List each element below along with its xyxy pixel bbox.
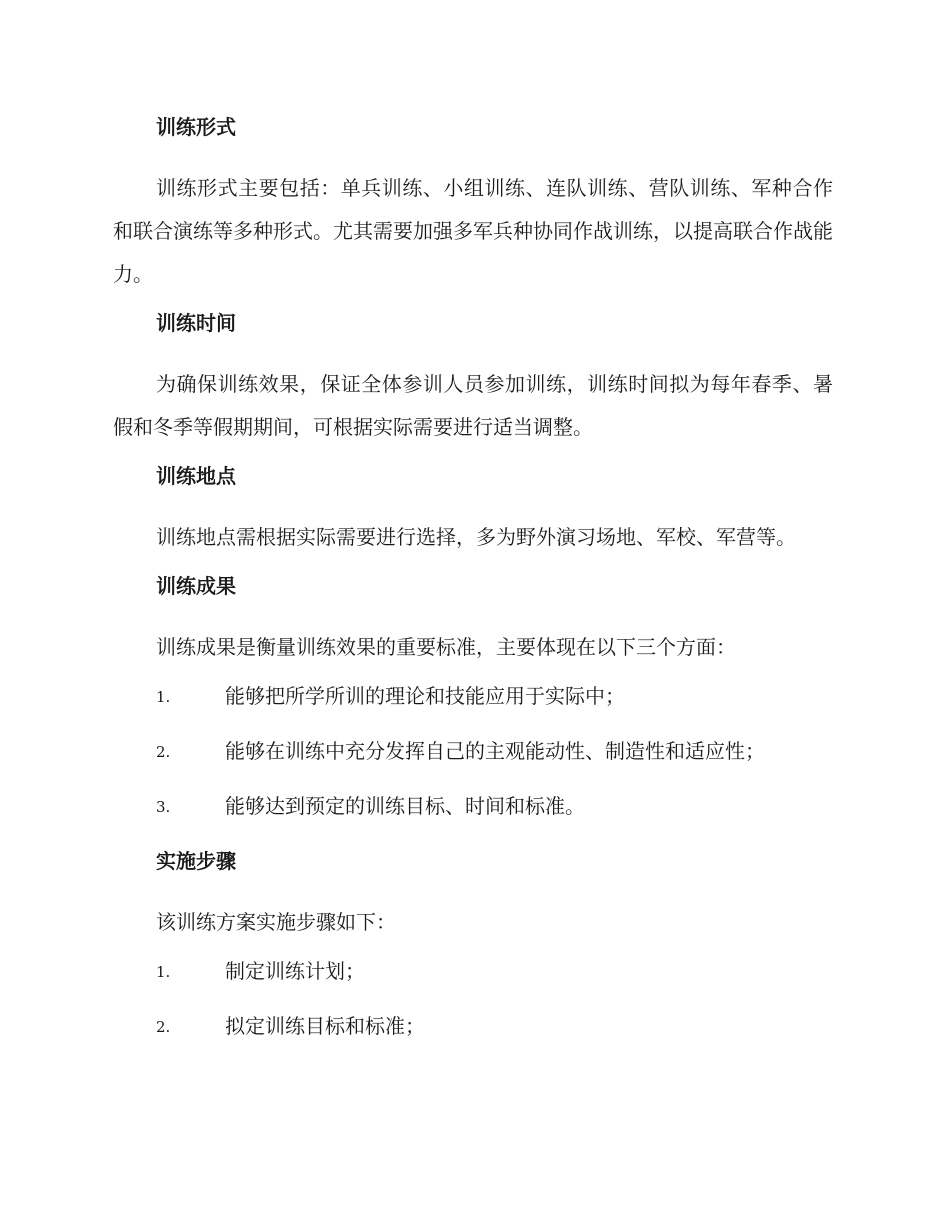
list-item bbox=[113, 1011, 833, 1041]
section-heading-training-results: 训练成果 bbox=[156, 574, 236, 598]
list-item-number: 1. bbox=[156, 963, 171, 981]
section-heading-training-form: 训练形式 bbox=[156, 115, 236, 139]
list-item bbox=[113, 681, 833, 711]
section-paragraph-training-form: 训练形式主要包括：单兵训练、小组训练、连队训练、营队训练、军种合作和联合演练等多种形式。尤其需要加强多军兵种协同作战训练，以提高联合作战能力。 bbox=[113, 176, 833, 286]
list-item-text: 制定训练计划； bbox=[225, 959, 365, 983]
section-heading-training-location: 训练地点 bbox=[156, 464, 236, 488]
document-page bbox=[113, 112, 833, 1066]
section-paragraph-training-location: 训练地点需根据实际需要进行选择，多为野外演习场地、军校、军营等。 bbox=[156, 525, 796, 549]
section-heading-implementation-steps: 实施步骤 bbox=[156, 849, 236, 873]
list-item-text: 拟定训练目标和标准； bbox=[225, 1014, 425, 1038]
list-item bbox=[113, 736, 833, 766]
section-paragraph-implementation-steps: 该训练方案实施步骤如下： bbox=[156, 910, 396, 934]
list-item-number: 2. bbox=[156, 1018, 171, 1036]
results-list bbox=[113, 681, 833, 821]
list-item-text: 能够在训练中充分发挥自己的主观能动性、制造性和适应性； bbox=[225, 739, 765, 763]
section-paragraph-training-time: 为确保训练效果，保证全体参训人员参加训练，训练时间拟为每年春季、暑假和冬季等假期期间，可根据实际需要进行适当调整。 bbox=[113, 372, 833, 439]
list-item-number: 2. bbox=[156, 743, 171, 761]
section-paragraph-training-results: 训练成果是衡量训练效果的重要标准，主要体现在以下三个方面： bbox=[156, 635, 736, 659]
steps-list bbox=[113, 956, 833, 1041]
section-heading-training-time: 训练时间 bbox=[156, 311, 236, 335]
list-item-number: 1. bbox=[156, 688, 171, 706]
list-item bbox=[113, 956, 833, 986]
list-item-number: 3. bbox=[156, 798, 171, 816]
list-item bbox=[113, 791, 833, 821]
list-item-text: 能够达到预定的训练目标、时间和标准。 bbox=[225, 794, 585, 818]
list-item-text: 能够把所学所训的理论和技能应用于实际中； bbox=[225, 684, 625, 708]
